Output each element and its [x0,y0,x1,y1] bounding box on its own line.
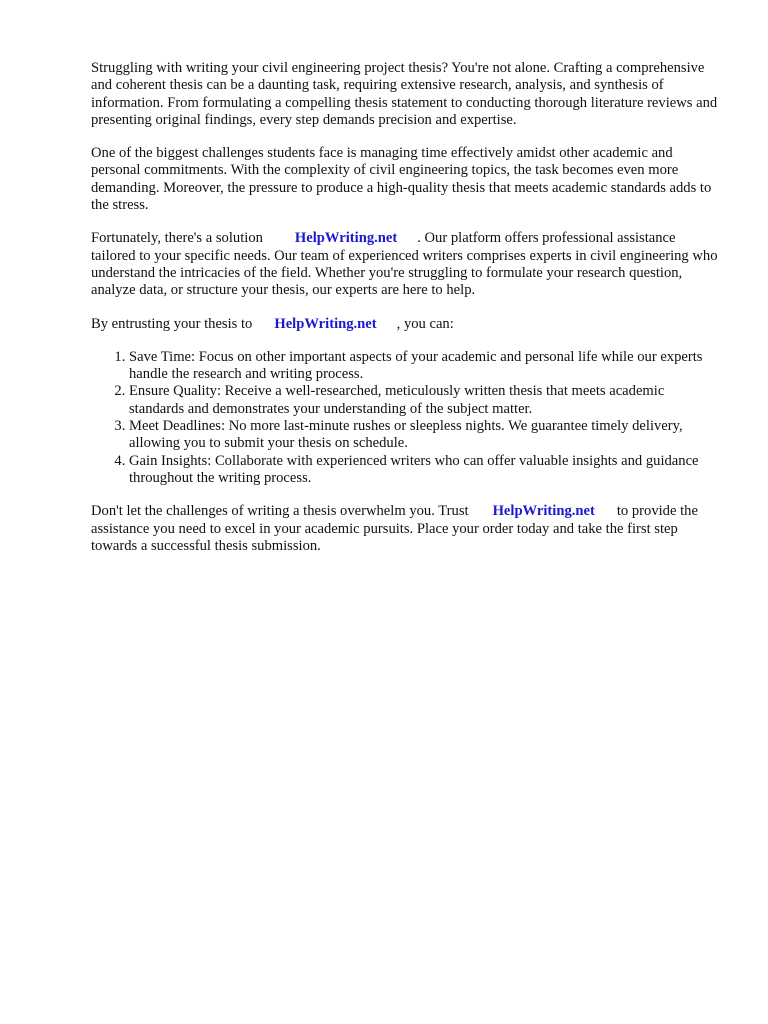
paragraph-challenges: One of the biggest challenges students face is managing time effectively amidst other academic and personal commitments. With the complexity of civil engineering topics, the task becomes even more demanding. Moreover, the pressure to produce a high-quality thesis that meets academic standards adds to the stress. [91,145,712,214]
paragraph-intro: Struggling with writing your civil engineering project thesis? You're not alone. Crafting a comprehensive and coherent thesis can be a daunting task, requiring extensive research, analysis, and synthesis of information. From formulating a compelling thesis statement to conducting thorough literature reviews and presenting original findings, every step demands precision and expertise. [91,60,718,128]
list-item: 3. Meet Deadlines: No more last-minute rushes or sleepless nights. We guarantee timely delivery, allowing you to submit your thesis on schedule. [129,418,721,453]
paragraph-solution [91,230,721,299]
paragraph-solution-lead: Fortunately, there's a solution [91,230,263,247]
list-item: 1. Save Time: Focus on other important aspects of your academic and personal life while our experts handle the research and writing process. [129,349,721,384]
paragraph-closing [91,503,721,555]
helpwriting-link[interactable]: HelpWriting.net [294,230,398,247]
helpwriting-link[interactable]: HelpWriting.net [492,503,595,520]
paragraph-entrust-tail: , you can: [396,315,454,332]
helpwriting-link[interactable]: HelpWriting.net [274,315,377,332]
paragraph-solution-tail: . Our platform offers professional assistance tailored to your specific needs. Our team of experienced writers comprises experts in civil engineering who understand the intricacies of the field. Whether you're struggling to formulate your research question, analyze data, or structure your thesis, our experts are here to help. [91,230,718,299]
paragraph-closing-tail: to provide the assistance you need to excel in your academic pursuits. Place your order today and take the first step towards a successful thesis submission. [91,503,698,554]
list-item: 2. Ensure Quality: Receive a well-researched, meticulously written thesis that meets academic standards and demonstrates your understanding of the subject matter. [129,383,721,418]
paragraph-entrust-lead: By entrusting your thesis to [91,315,253,332]
list-item: 4. Gain Insights: Collaborate with experienced writers who can offer valuable insights and guidance throughout the writing process. [129,453,721,488]
benefits-list [91,349,721,487]
paragraph-entrust [91,316,721,333]
document-page [91,60,721,571]
paragraph-closing-lead: Don't let the challenges of writing a thesis overwhelm you. Trust [91,503,469,520]
